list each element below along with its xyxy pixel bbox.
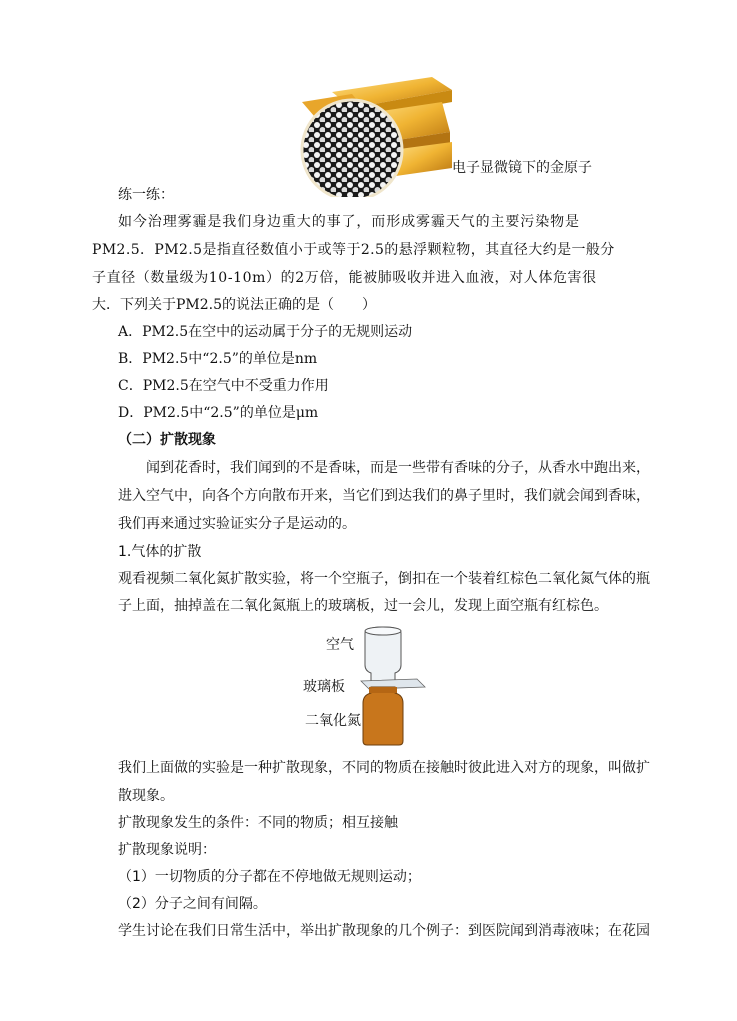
option-b: B．PM2.5中“2.5”的单位是nm: [118, 351, 318, 367]
experiment-line-1: 观看视频二氧化氮扩散实验，将一个空瓶子，倒扣在一个装着红棕色二氧化氮气体的瓶: [118, 571, 650, 587]
label-air: 空气: [326, 637, 354, 653]
option-c: C．PM2.5在空气中不受重力作用: [118, 378, 329, 394]
explain-heading: 扩散现象说明：: [118, 842, 216, 858]
option-d: D．PM2.5中“2.5”的单位是μm: [118, 405, 319, 421]
question-line-2: PM2.5．PM2.5是指直径数值小于或等于2.5的悬浮颗粒物，其直径大约是一般分: [92, 242, 615, 258]
diffusion-apparatus: [355, 625, 427, 747]
option-a: A．PM2.5在空中的运动属于分子的无规则运动: [118, 324, 413, 340]
question-line-1: 如今治理雾霾是我们身边重大的事了，而形成雾霾天气的主要污染物是: [118, 214, 580, 230]
point-1: （1）一切物质的分子都在不停地做无规则运动；: [118, 869, 421, 885]
subheading-gas-diffusion: 1.气体的扩散: [118, 544, 202, 560]
practice-heading: 练一练：: [118, 187, 174, 203]
intro-line-1: 闻到花香时，我们闻到的不是香味，而是一些带有香味的分子，从香水中跑出来，: [146, 460, 650, 476]
point-2: （2）分子之间有间隔。: [118, 896, 267, 912]
definition-line-2: 散现象。: [118, 788, 174, 804]
experiment-line-2: 子上面，抽掉盖在二氧化氮瓶上的玻璃板，过一会儿，发现上面空瓶有红棕色。: [118, 598, 608, 614]
label-glass-plate: 玻璃板: [303, 679, 345, 695]
definition-line-1: 我们上面做的实验是一种扩散现象，不同的物质在接触时彼此进入对方的现象，叫做扩: [118, 760, 650, 776]
discussion-line: 学生讨论在我们日常生活中，举出扩散现象的几个例子：到医院闻到消毒液味；在花园: [118, 923, 650, 939]
diffusion-conditions: 扩散现象发生的条件：不同的物质；相互接触: [118, 815, 398, 831]
question-line-4: 大．下列关于PM2.5的说法正确的是（ ）: [92, 297, 377, 313]
question-line-3: 子直径（数量级为10-10m）的2万倍，能被肺吸收并进入血液，对人体危害很: [92, 270, 597, 286]
label-no2: 二氧化氮: [305, 713, 361, 729]
gold-figure-caption: 电子显微镜下的金原子: [452, 160, 592, 176]
gold-atoms-figure: [292, 72, 452, 197]
intro-line-2: 进入空气中，向各个方向散布开来，当它们到达我们的鼻子里时，我们就会闻到香味，: [118, 488, 650, 504]
section-heading-diffusion: （二）扩散现象: [118, 432, 216, 448]
intro-line-3: 我们再来通过实验证实分子是运动的。: [118, 516, 356, 532]
